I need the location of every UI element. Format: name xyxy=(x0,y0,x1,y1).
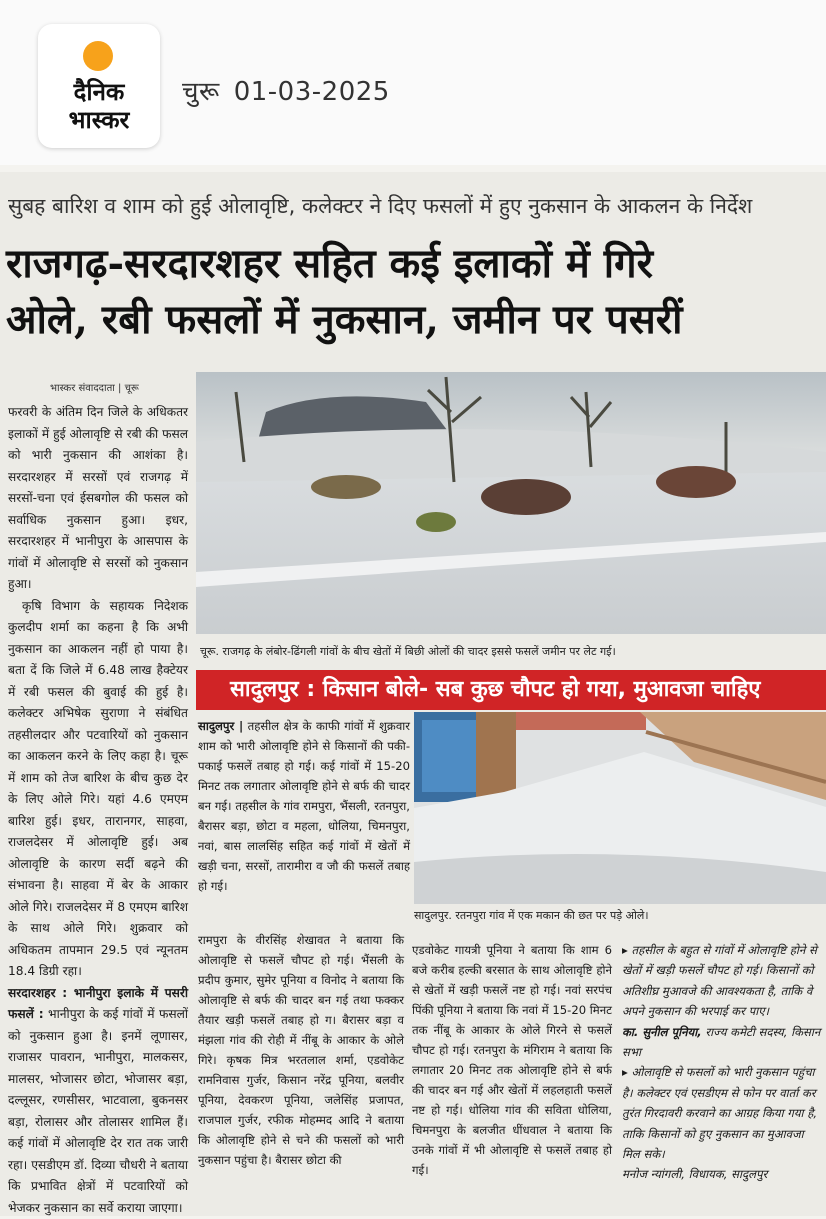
edition-info xyxy=(182,72,404,108)
left-column xyxy=(8,402,188,1219)
left-paragraph-1: फरवरी के अंतिम दिन जिले के अधिकतर इलाकों में हुई ओलावृष्टि से रबी की फसल को भारी नुकसान की आशंका है। सरदारशहर में सरसों एवं राजगढ़ में सरसों-चना एवं ईसबगोल की फसल को सर्वाधिक नुकसान हुआ। इधर, सरदारशहर में भानीपुरा के आसपास के गांवों में ओलावृष्टि से सरसों को नुकसान हुआ। xyxy=(8,405,188,591)
quote-2-author: मनोज न्यांगली, विधायक, सादुलपुर xyxy=(622,1167,768,1182)
quote-1-author: का. सुनील पूनिया, xyxy=(622,1024,702,1039)
left-subhead: सरदारशहर : भानीपुरा इलाके में पसरी फसलें : xyxy=(8,985,188,1021)
left-paragraph-3: भानीपुरा के कई गांवों में फसलों को नुकसान हुआ है। इनमें लूणासर, राजासर पावरान, भानीपुरा, मालकसर, मालसर, भोजासर छोटा, भोजासर बड़ा, दल्लूसर, रणसीसर, भाटवाला, बुकनसर बड़ा, रोलासर और तोलासर शामिल हैं। कई गांवों में ओलावृष्टि देर रात तक जारी रहा। एसडीएम डॉ. दिव्या चौधरी ने बताया कि प्रभावित क्षेत्रों में पटवारियों को भेजकर नुकसान का सर्वे कराया जाएगा। xyxy=(8,1007,189,1215)
middle-column xyxy=(198,716,410,896)
quote-1: ▸ तहसील के बहुत से गांवों में ओलावृष्टि होने से खेतों में खड़ी फसलें चौपट हो गई। किसानों को अतिशीघ्र मुआवजे की आवश्यकता है, ताकि वे अपने नुकसान की भरपाई कर पाए। xyxy=(622,943,817,1019)
bottom-column-2: एडवोकेट गायत्री पूनिया ने बताया कि शाम 6 बजे करीब हल्की बरसात के साथ ओलावृष्टि होने से खेतों में खड़ी फसलें नष्ट हो गई। नवां सरपंच पिंकी पूनिया ने बताया कि नवां में 15-20 मिनट तक नींबू के आकार के ओले गिरने से फसलें चौपट हो गई। रतनपुरा के मंगिराम ने बताया कि लगातार 20 मिनट तक ओलावृष्टि होने से बर्फ की चादर बन गई और खेतों में लहलहाती फसलें नष्ट हो गई। धोलिया गांव की सविता धोलिया, चिमनपुरा के बलजीत धींधवाल ने बताया कि उनके गांवों में भी ओलावृष्टि से फसलें तबाह हो गई। xyxy=(412,943,612,1177)
logo-text-line1: दैनिक xyxy=(73,78,125,106)
photo1-caption: चूरू. राजगढ़ के लंबोर-ढिंगली गांवों के बीच खेतों में बिछी ओलों की चादर इससे फसलें जमीन पर लेट गई। xyxy=(200,645,616,658)
bottom-column-1: रामपुरा के वीरसिंह शेखावत ने बताया कि ओलावृष्टि से फसलें चौपट हो गई। भैंसली के प्रदीप कुमार, सुमेर पूनिया व विनोद ने बताया कि ओलावृष्टि से बर्फ की चादर बन गई तथा फक्कर तैयार खड़ी फसलें तबाह हो ग। बैरासर बड़ा व मंझला गांव की रोही में नींबू के आकार के ओले गिरे। कृषक मित्र भरतलाल शर्मा, एडवोकेट रामनिवास गुर्जर, किसान नरेंद्र पूनिया, बलवीर पूनिया, देवकरण पूनिया, जलेसिंह प्रजापत, राजपाल गुर्जर, रफीक मोहम्मद आदि ने बताया कि ओलावृष्टि होने से चने की फसलों को भारी नुकसान पहुंचा है। बैरासर छोटा की xyxy=(198,933,404,1167)
post-header xyxy=(0,0,826,165)
byline: भास्कर संवाददाता | चूरू xyxy=(50,383,139,394)
hail-field-photo xyxy=(196,372,826,634)
left-paragraph-2: कृषि विभाग के सहायक निदेशक कुलदीप शर्मा का कहना है कि अभी नुकसान का आकलन नहीं हो पाया है। बता दें कि जिले में 6.48 लाख हैक्टेयर में रबी फसल की बुवाई की हुई है। कलेक्टर अभिषेक सुराणा ने संबंधित तहसीलदार और पटवारियों को नुकसान का आकलन करने के लिए कहा है। चूरू में शाम को तेज बारिश के बीच कुछ देर के लिए ओले गिरे। यहां 4.6 एमएम बारिश हुई। इधर, तारानगर, साहवा, राजलदेसर में ओलावृष्टि हुई। अब ओलावृष्टि के कारण सर्दी बढ़ने की संभावना है। साहवा में बेर के आकार ओले गिरे। राजलदेसर में 8 एमएम बारिश के साथ ओले गिरे। शुक्रवार को अधिकतम तापमान 29.5 एवं न्यूनतम 18.4 डिग्री रहा। xyxy=(8,598,188,978)
sun-icon xyxy=(83,41,113,71)
dainik-bhaskar-logo[interactable] xyxy=(38,24,160,148)
logo-text-line2: भास्कर xyxy=(68,106,130,134)
photo2-caption: सादुलपुर. रतनपुरा गांव में एक मकान की छत पर पड़े ओले। xyxy=(414,909,649,922)
middle-paragraph-1: तहसील क्षेत्र के काफी गांवों में शुक्रवार शाम को भारी ओलावृष्टि होने से किसानों की पकी-पकाई फसलें तबाह हो गई। कई गांवों में 15-20 मिनट तक लगातार ओलावृष्टि होने से बर्फ की चादर बन गई। तहसील के गांव रामपुरा, भैंसली, रतनपुरा, बैरासर बड़ा, छोटा व महला, धोलिया, चिमनपुरा, नवां, बास लालसिंह सहित कई गांवों में खेतों में खड़ी चना, सरसों, तारामीरा व जौ की फसलें तबाह हो गई। xyxy=(198,719,411,893)
headline-line-2: ओले, रबी फसलों में नुकसान, जमीन पर पसरीं xyxy=(6,296,683,343)
dateline: सादुलपुर | xyxy=(198,719,244,733)
subhead-banner: सादुलपुर : किसान बोले- सब कुछ चौपट हो गया, मुआवजा चाहिए xyxy=(196,670,826,710)
headline-line-1: राजगढ़-सरदारशहर सहित कई इलाकों में गिरे xyxy=(6,240,653,287)
quote-1-role: राज्य कमेटी सदस्य, किसान सभा xyxy=(622,1024,821,1060)
edition-date: 01-03-2025 xyxy=(233,77,390,107)
rooftop-hail-photo xyxy=(414,712,826,904)
article-kicker: सुबह बारिश व शाम को हुई ओलावृष्टि, कलेक्टर ने दिए फसलों में हुए नुकसान के आकलन के निर्देश xyxy=(8,194,753,218)
quote-2: ▸ ओलावृष्टि से फसलों को भारी नुकसान पहुंचा है। कलेक्टर एवं एसडीएम से फोन पर वार्ता कर तुरंत गिरदावरी करवाने का आग्रह किया गया है, ताकि किसानों को हुए नुकसान का मुआवजा मिल सके। xyxy=(622,1065,818,1162)
article-headline xyxy=(6,236,822,348)
quotes-column xyxy=(622,940,822,1185)
edition-city: चुरू xyxy=(182,77,220,107)
